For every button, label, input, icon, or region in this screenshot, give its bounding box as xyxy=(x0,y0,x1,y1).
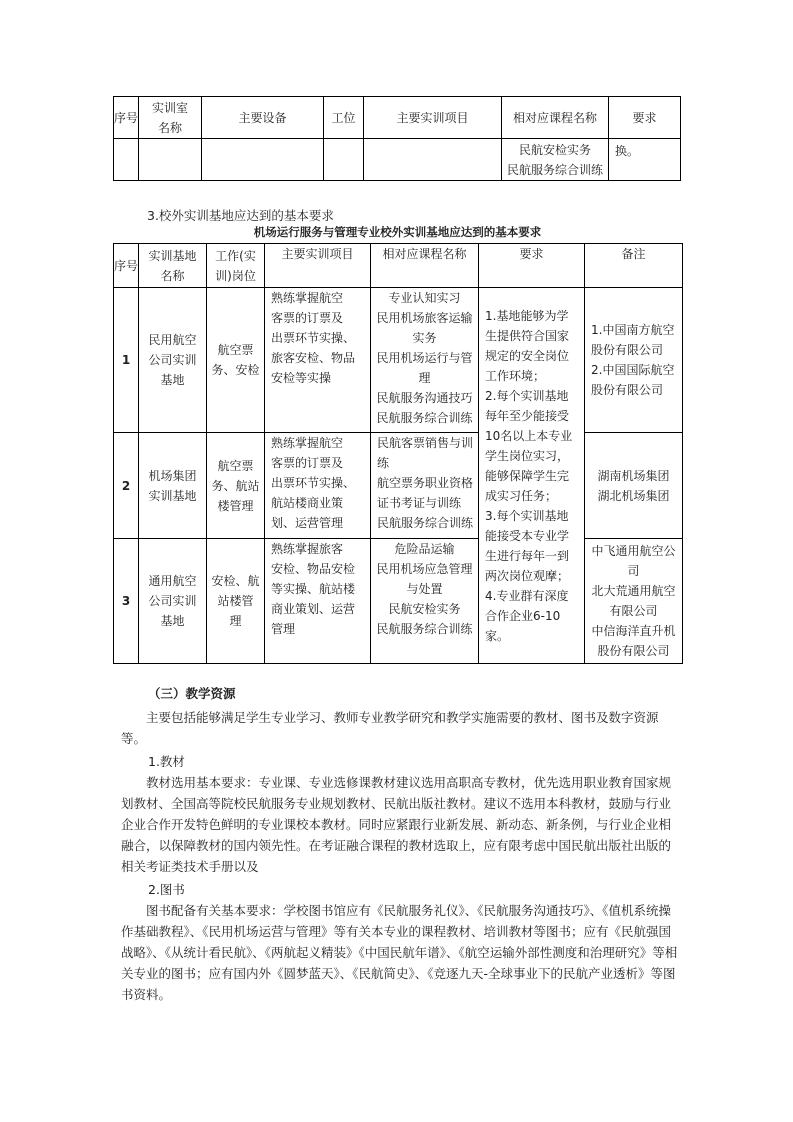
cell-line: 基地 xyxy=(160,614,185,628)
cell-line: 民用机场运行与管 xyxy=(376,351,473,365)
base-name xyxy=(139,288,207,433)
cell-line: 公司实训 xyxy=(148,594,197,608)
cell-line: 务、航站 xyxy=(211,478,260,493)
cell-line: 学生岗位实习， xyxy=(485,448,570,463)
cell-line: 有限公司 xyxy=(609,604,658,618)
cell-line: 中信海洋直升机 xyxy=(591,624,676,638)
cell-line: 熟练掌握旅客 xyxy=(271,542,344,556)
cell-line: 客票的订票及 xyxy=(271,311,344,325)
base-courses xyxy=(371,433,479,539)
cell-line: 机场集团 xyxy=(148,468,197,483)
cell-line: 等实操、航站楼 xyxy=(271,582,356,596)
header-cell xyxy=(114,244,139,288)
cell-line: 湖南机场集团 xyxy=(597,468,670,483)
textbook-paragraph: 教材选用基本要求：专业课、专业选修课教材建议选用高职高专教材，优先选用职业教育国家规划教材、全国高等院校民航服务专业规划教材、民航出版社教材。建议不选用本科教材，鼓励与行业企业合作开发特色鲜明的专业课校本教材。同时应紧跟行业新发展、新动态、新条例，与行业企业相融合，以保障教材的国内领先性。在考证融合课程的教材选取上，应有限考虑中国民航出版社出版的相关考证类技术手册以及 xyxy=(121,775,672,874)
cell-line: 主要实训项目 xyxy=(281,247,354,261)
cell-line: 实务 xyxy=(412,331,437,345)
cell-line: 湖北机场集团 xyxy=(597,488,670,503)
cell-line: 能够保障学生完 xyxy=(485,468,570,483)
table-cell xyxy=(202,139,324,181)
cell-line: 航空票 xyxy=(217,458,254,473)
cell-line: 生进行每年一到 xyxy=(485,548,570,563)
cell-line: 民航服务综合训练 xyxy=(506,162,603,177)
cell-line: 民用机场应急管理 xyxy=(376,562,473,576)
cell-line: 工作(实 xyxy=(215,248,256,263)
cell-line: 站楼管 xyxy=(217,594,254,608)
cell-line: 相对应课程名称 xyxy=(382,247,467,261)
table-row xyxy=(114,433,683,539)
cell-line: 理 xyxy=(418,371,431,385)
cell-line: 实训室 xyxy=(151,100,188,115)
base-requirement xyxy=(479,288,585,664)
intro-paragraph: 主要包括能够满足学生专业学习、教师专业教学研究和教学实施需要的教材、图书及数字资源等。 xyxy=(121,710,659,746)
cell-line: 航空票务职业资格 xyxy=(377,476,474,490)
header-cell xyxy=(207,244,265,288)
cell-line: 出票环节实操、 xyxy=(271,331,356,345)
table-caption: 机场运行服务与管理专业校外实训基地应达到的基本要求 xyxy=(253,225,542,239)
header-cell: 序号 xyxy=(114,97,139,139)
base-post xyxy=(207,288,265,433)
header-cell xyxy=(585,244,683,288)
cell-line: 训)岗位 xyxy=(215,268,256,283)
cell-line: 证书考证与训练 xyxy=(377,496,462,510)
cell-line: 北大荒通用航空 xyxy=(591,584,676,598)
cell-line: 公司实训 xyxy=(148,353,197,367)
training-room-table xyxy=(113,96,681,181)
row-number xyxy=(114,433,139,539)
cell-line: 名称 xyxy=(160,268,185,283)
header-cell xyxy=(139,97,202,139)
cell-line: 生提供符合国家 xyxy=(485,328,570,343)
cell-line: 民航服务综合训练 xyxy=(376,411,473,425)
cell-line: 航站楼商业策 xyxy=(271,496,344,510)
header-cell: 工位 xyxy=(324,97,364,139)
header-cell: 要求 xyxy=(609,97,681,139)
cell-line: 2 xyxy=(121,478,131,493)
cell-line: 备注 xyxy=(621,247,646,261)
cell-line: 划、运营管理 xyxy=(271,516,344,530)
cell-line: 司 xyxy=(627,564,640,578)
cell-line: 旅客安检、物品 xyxy=(271,351,356,365)
cell-line: 与处置 xyxy=(406,582,443,596)
cell-line: 合作企业6-10 xyxy=(485,608,561,623)
table-cell xyxy=(502,139,609,181)
cell-line: 家。 xyxy=(485,628,510,643)
cell-line: 专业认知实习 xyxy=(388,291,461,305)
header-cell: 主要设备 xyxy=(202,97,324,139)
cell-line: 安检、物品安检 xyxy=(271,562,356,576)
external-base-table xyxy=(113,243,683,664)
cell-line: 民用机场旅客运输 xyxy=(376,311,473,325)
table-cell: 换。 xyxy=(609,139,681,181)
header-cell xyxy=(139,244,207,288)
cell-line: 成实习任务； xyxy=(485,488,558,503)
cell-line: 两次岗位观摩； xyxy=(485,568,570,583)
cell-line: 中飞通用航空公 xyxy=(591,544,676,558)
cell-line: 股份有限公司 xyxy=(591,383,664,397)
base-remark xyxy=(585,539,683,664)
cell-line: 楼管理 xyxy=(217,498,254,513)
base-post xyxy=(207,539,265,664)
base-project xyxy=(265,539,371,664)
cell-line: 务、安检 xyxy=(211,363,260,377)
cell-line: 1 xyxy=(121,353,131,367)
cell-line: 3.每个实训基地 xyxy=(485,508,569,523)
header-cell xyxy=(479,244,585,288)
row-number xyxy=(114,288,139,433)
cell-line: 出票环节实操、 xyxy=(271,476,356,490)
cell-line: 4.专业群有深度 xyxy=(485,588,569,603)
cell-line: 要求 xyxy=(519,247,544,261)
cell-line: 管理 xyxy=(271,622,296,636)
cell-line: 每年至少能接受 xyxy=(485,408,570,423)
cell-line: 2.中国国际航空 xyxy=(591,363,675,377)
cell-line: 2.每个实训基地 xyxy=(485,388,569,403)
cell-line: 安检、航 xyxy=(211,574,260,588)
cell-line: 名称 xyxy=(157,120,182,135)
cell-line: 安检等实操 xyxy=(271,371,332,385)
base-name xyxy=(139,433,207,539)
table-row xyxy=(114,288,683,433)
section-3-title: 3.校外实训基地应达到的基本要求 xyxy=(147,208,334,223)
cell-line: 练 xyxy=(377,456,390,470)
cell-line: 股份有限公司 xyxy=(591,343,664,357)
table-cell xyxy=(139,139,202,181)
base-project xyxy=(265,433,371,539)
cell-line: 民航服务综合训练 xyxy=(377,516,474,530)
cell-line: 民航安检实务 xyxy=(388,602,461,616)
header-cell xyxy=(265,244,371,288)
cell-line: 1.基地能够为学 xyxy=(485,308,569,323)
cell-line: 商业策划、运营 xyxy=(271,602,356,616)
cell-line: 基地 xyxy=(160,373,185,387)
cell-line: 10名以上本专业 xyxy=(485,428,573,443)
header-cell xyxy=(371,244,479,288)
cell-line: 民航安检实务 xyxy=(518,142,591,157)
books-title: 2.图书 xyxy=(148,882,185,897)
base-post xyxy=(207,433,265,539)
cell-line: 通用航空 xyxy=(148,574,197,588)
base-name xyxy=(139,539,207,664)
table-cell xyxy=(324,139,364,181)
cell-line: 危险品运输 xyxy=(394,542,455,556)
cell-line: 实训基地 xyxy=(148,248,197,263)
cell-line: 民航服务沟通技巧 xyxy=(376,391,473,405)
cell-line: 1.中国南方航空 xyxy=(591,323,675,337)
cell-line: 序号 xyxy=(114,258,139,273)
header-cell: 主要实训项目 xyxy=(364,97,502,139)
cell-line: 熟练掌握航空 xyxy=(271,291,344,305)
table-row xyxy=(114,539,683,664)
base-courses xyxy=(371,539,479,664)
cell-line: 熟练掌握航空 xyxy=(271,436,344,450)
table-cell xyxy=(364,139,502,181)
cell-line: 民航服务综合训练 xyxy=(376,622,473,636)
base-remark xyxy=(585,433,683,539)
cell-line: 规定的安全岗位 xyxy=(485,348,570,363)
cell-line: 民用航空 xyxy=(148,333,197,347)
cell-line: 理 xyxy=(229,614,242,628)
cell-line: 民航客票销售与训 xyxy=(377,436,474,450)
cell-line: 实训基地 xyxy=(148,488,197,503)
cell-line: 股份有限公司 xyxy=(597,644,670,658)
cell-line: 能接受本专业学 xyxy=(485,528,570,543)
cell-line: 工作环境； xyxy=(485,368,546,383)
cell-line: 航空票 xyxy=(217,343,254,357)
table-cell xyxy=(114,139,139,181)
books-paragraph: 图书配备有关基本要求：学校图书馆应有《民航服务礼仪》、《民航服务沟通技巧》、《值机系统操作基础教程》、《民用机场运营与管理》等有关本专业的课程教材、培训教材等图书；应有《民航强国战略》、《从统计看民航》、《两航起义精装》《中国民航年谱》、《航空运输外部性测度和治理研究》等相关专业的图书；应有国内外《圆梦蓝天》、《民航简史》、《竞逐九天-全球事业下的民航产业透析》等图书资料。 xyxy=(121,903,678,1002)
header-cell: 相对应课程名称 xyxy=(502,97,609,139)
cell-line: 3 xyxy=(121,594,131,608)
textbook-title: 1.教材 xyxy=(148,754,185,769)
base-courses xyxy=(371,288,479,433)
row-number xyxy=(114,539,139,664)
section-title-resources: （三）教学资源 xyxy=(148,686,236,701)
cell-line: 客票的订票及 xyxy=(271,456,344,470)
base-remark xyxy=(585,288,683,433)
base-project xyxy=(265,288,371,433)
